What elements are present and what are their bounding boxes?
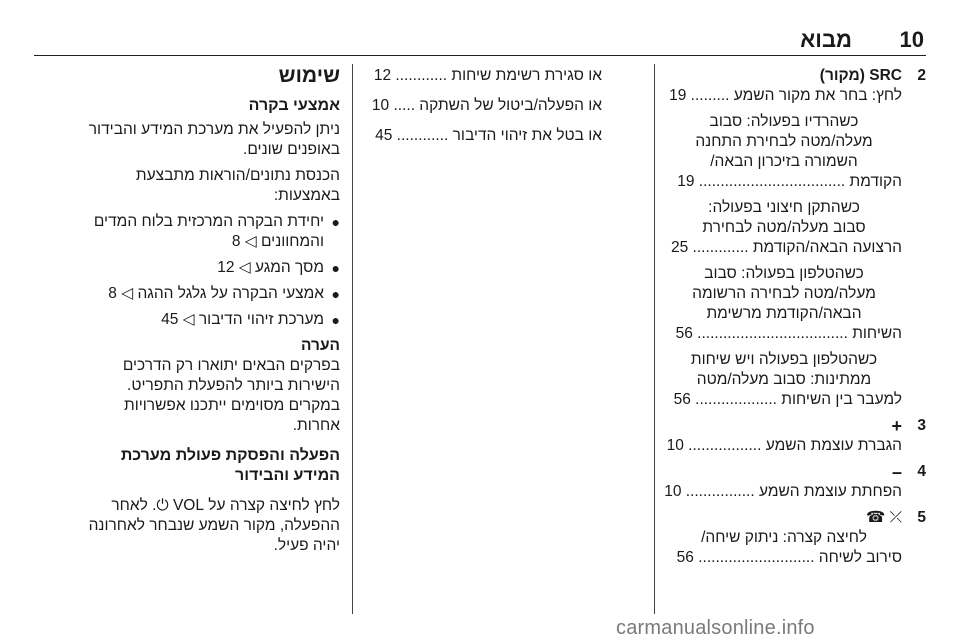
text-line: מעלה/מטה לבחירת התחנה bbox=[695, 133, 873, 150]
subsection-heading: אמצעי בקרה bbox=[248, 97, 340, 114]
text-line: או סגירת רשימת שיחות ............ 12 bbox=[373, 67, 602, 84]
text-line: מערכת זיהוי הדיבור ◁ 45 bbox=[161, 311, 324, 328]
text-line: יחידת הבקרה המרכזית בלוח המדים bbox=[93, 213, 324, 230]
text-line: בפרקים הבאים יתוארו רק הדרכים bbox=[122, 357, 340, 374]
text-line: למעבר בין השיחות ................... 56 bbox=[673, 391, 902, 408]
text-line: הפחתת עוצמת השמע ................ 10 bbox=[664, 483, 902, 500]
text-line: או בטל את זיהוי הדיבור ............ 45 bbox=[375, 127, 602, 144]
text-line: מסך המגע ◁ 12 bbox=[217, 259, 324, 276]
text-line: הרצועה הבאה/הקודמת ............. 25 bbox=[670, 239, 902, 256]
header-rule bbox=[34, 55, 926, 56]
text-line: כשהרדיו בפעולה: סבוב bbox=[709, 113, 859, 130]
text-line: סירוב לשיחה ........................... 56 bbox=[676, 549, 902, 566]
item-number: 3 bbox=[917, 417, 926, 434]
text-line: באופנים שונים. bbox=[243, 141, 340, 158]
column-divider-right bbox=[654, 64, 655, 614]
text-line: השמורה בזיכרון הבאה/ bbox=[710, 153, 858, 170]
bullet-icon: ● bbox=[331, 286, 340, 302]
item-number: 4 bbox=[917, 463, 926, 480]
text-line: יהיה פעיל. bbox=[273, 537, 340, 554]
column-divider-left bbox=[352, 64, 353, 614]
text-line: והמחוונים ◁ 8 bbox=[231, 233, 324, 250]
section-heading: שימוש bbox=[278, 64, 340, 87]
bullet-item bbox=[72, 258, 340, 278]
control-item-4 bbox=[666, 462, 926, 502]
text-line: באמצעות: bbox=[273, 187, 340, 204]
item-number: 5 bbox=[917, 509, 926, 526]
text-line: לחץ לחיצה קצרה על VOL ⏻. לאחר bbox=[111, 497, 340, 514]
text-line: הבאה/הקודמת מרשימת bbox=[706, 305, 862, 322]
subsection-heading bbox=[72, 446, 340, 486]
text-line: כשהטלפון בפעולה ויש שיחות bbox=[690, 351, 878, 368]
text-line: או הפעלה/ביטול של השתקה ..... 10 bbox=[371, 97, 602, 114]
text-line: הישירות ביותר להפעלת התפריט. bbox=[127, 377, 340, 394]
column-usage bbox=[72, 66, 340, 556]
bullet-item bbox=[72, 284, 340, 304]
control-item-2 bbox=[666, 66, 926, 410]
text-line: השיחות ................................... 56 bbox=[675, 325, 902, 342]
plus-icon: + bbox=[891, 416, 902, 436]
watermark: carmanualsonline.info bbox=[616, 617, 815, 639]
bullet-icon: ● bbox=[331, 214, 340, 230]
text-line: ממתינות: סבוב מעלה/מטה bbox=[696, 371, 872, 388]
text-line: הגברת עוצמת השמע ................. 10 bbox=[666, 437, 902, 454]
text-line: לחץ: בחר את מקור השמע ......... 19 bbox=[669, 87, 902, 104]
text-line: במקרים מסוימים ייתכנו אפשרויות bbox=[124, 397, 340, 414]
bullet-item bbox=[72, 212, 340, 252]
page-number: 10 bbox=[899, 27, 924, 52]
control-item-3 bbox=[666, 416, 926, 456]
page-title: מבוא bbox=[800, 27, 852, 52]
text-line: מעלה/מטה לבחירה הרשומה bbox=[692, 285, 876, 302]
bullet-icon: ● bbox=[331, 260, 340, 276]
bullet-item bbox=[72, 310, 340, 330]
bullet-icon: ● bbox=[331, 312, 340, 328]
text-line: לחיצה קצרה: ניתוק שיחה/ bbox=[701, 529, 867, 546]
text-line: ההפעלה, מקור השמע שנבחר לאחרונה bbox=[88, 517, 340, 534]
text-line: סבוב מעלה/מטה לבחירת bbox=[702, 219, 866, 236]
heading-line: הפעלה והפסקת פעולת מערכת bbox=[120, 447, 340, 464]
control-item-5 bbox=[666, 508, 926, 568]
text-line: ניתן להפעיל את מערכת המידע והבידור bbox=[88, 121, 340, 138]
note-title: הערה bbox=[301, 337, 340, 354]
text-line: אמצעי הבקרה על גלגל ההגה ◁ 8 bbox=[108, 285, 324, 302]
text-line: הקודמת .................................. 19 bbox=[677, 173, 902, 190]
page-header bbox=[0, 0, 960, 58]
column-controls-list bbox=[666, 66, 926, 568]
mute-phone-icon: ⤫ ☎ bbox=[865, 509, 902, 526]
minus-icon: – bbox=[891, 462, 902, 482]
item-title: SRC (מקור) bbox=[819, 67, 902, 84]
text-line: כשהטלפון בפעולה: סבוב bbox=[704, 265, 864, 282]
text-line: כשהתקן חיצוני בפעולה: bbox=[708, 199, 860, 216]
item-number: 2 bbox=[917, 67, 926, 84]
text-line: אחרות. bbox=[292, 417, 340, 434]
heading-line: המידע והבידור bbox=[235, 467, 340, 484]
text-line: הכנסת נתונים/הוראות מתבצעת bbox=[135, 167, 340, 184]
column-continuation bbox=[362, 66, 602, 146]
